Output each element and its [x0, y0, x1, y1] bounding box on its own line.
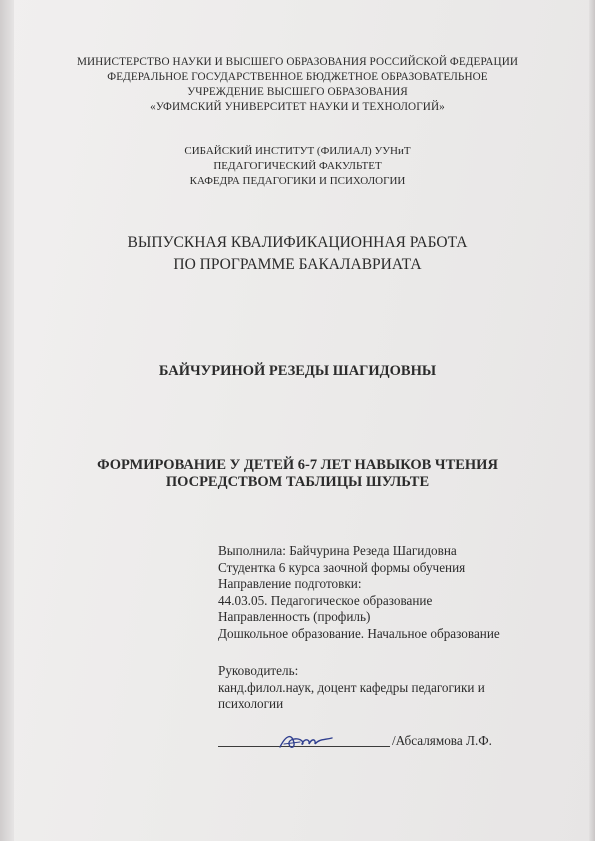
supervisor-signature-name: /Абсалямова Л.Ф. — [392, 733, 492, 748]
institute-line: ПЕДАГОГИЧЕСКИЙ ФАКУЛЬТЕТ — [213, 160, 382, 172]
performer-line: 44.03.05. Педагогическое образование — [218, 592, 433, 608]
author-name: БАЙЧУРИНОЙ РЕЗЕДЫ ШАГИДОВНЫ — [158, 363, 437, 379]
title-line: ПОСРЕДСТВОМ ТАБЛИЦЫ ШУЛЬТЕ — [165, 474, 430, 490]
supervisor-line: Руководитель: — [218, 663, 299, 678]
header-line: «УФИМСКИЙ УНИВЕРСИТЕТ НАУКИ И ТЕХНОЛОГИЙ» — [150, 101, 445, 113]
work-type-line: ВЫПУСКНАЯ КВАЛИФИКАЦИОННАЯ РАБОТА — [127, 234, 468, 251]
performer-line: Направление подготовки: — [218, 576, 362, 591]
signature-row — [218, 731, 578, 761]
institute-line: КАФЕДРА ПЕДАГОГИКИ И ПСИХОЛОГИИ — [189, 175, 406, 187]
institute-block — [0, 144, 595, 189]
ministry-header — [0, 55, 595, 115]
performer-line: Дошкольное образование. Начальное образование — [218, 625, 500, 641]
institute-line: СИБАЙСКИЙ ИНСТИТУТ (ФИЛИАЛ) УУНиТ — [184, 145, 411, 157]
header-line: МИНИСТЕРСТВО НАУКИ И ВЫСШЕГО ОБРАЗОВАНИЯ РОССИЙСКОЙ ФЕДЕРАЦИИ — [76, 56, 519, 68]
work-type-line: ПО ПРОГРАММЕ БАКАЛАВРИАТА — [173, 256, 422, 273]
supervisor-line: психологии — [218, 696, 284, 711]
title-line: ФОРМИРОВАНИЕ У ДЕТЕЙ 6-7 ЛЕТ НАВЫКОВ ЧТЕНИЯ — [97, 457, 498, 473]
performer-line: Выполнила: Байчурина Резеда Шагидовна — [218, 543, 457, 558]
supervisor-line: канд.филол.наук, доцент кафедры педагогики и — [218, 679, 485, 695]
performer-line: Студентка 6 курса заочной формы обучения — [218, 559, 466, 575]
header-line: ФЕДЕРАЛЬНОЕ ГОСУДАРСТВЕННОЕ БЮДЖЕТНОЕ ОБРАЗОВАТЕЛЬНОЕ — [107, 71, 488, 83]
work-type — [0, 232, 595, 276]
performer-line: Направленность (профиль) — [218, 609, 371, 624]
page-edge-right — [589, 0, 595, 841]
handwritten-signature — [276, 729, 336, 753]
performer-block — [218, 543, 578, 642]
thesis-title — [0, 457, 595, 491]
supervisor-block — [218, 663, 578, 713]
page-edge-left — [0, 0, 14, 841]
header-line: УЧРЕЖДЕНИЕ ВЫСШЕГО ОБРАЗОВАНИЯ — [187, 86, 408, 98]
